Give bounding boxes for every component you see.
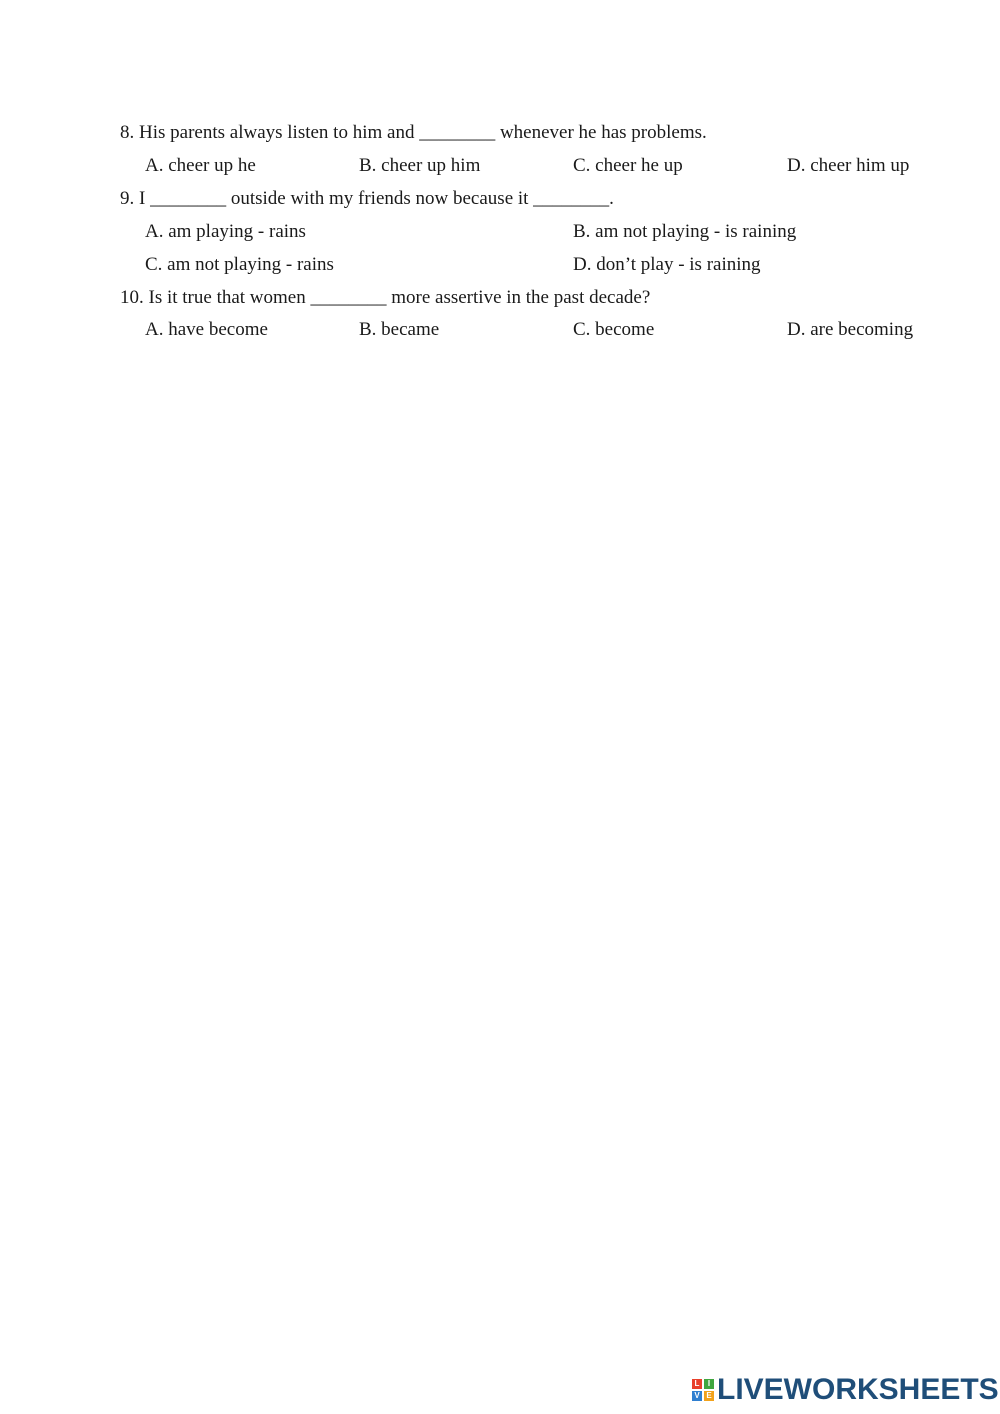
question-10-stem: 10. Is it true that women ________ more assertive in the past decade? [120, 287, 651, 308]
question-8-option-d: D. cheer him up [787, 155, 910, 176]
question-8-stem: 8. His parents always listen to him and ________ whenever he has problems. [120, 122, 707, 143]
question-10-option-d: D. are becoming [787, 319, 914, 340]
question-9-option-b: B. am not playing - is raining [573, 221, 797, 242]
question-10-option-b: B. became [359, 319, 440, 340]
question-9-option-c: C. am not playing - rains [145, 254, 334, 275]
logo-text: LIVEWORKSHEETS [717, 1373, 999, 1406]
logo-mark-square-l: L [692, 1379, 702, 1389]
question-8-option-b: B. cheer up him [359, 155, 481, 176]
question-9-stem: 9. I ________ outside with my friends now because it ________. [120, 188, 614, 209]
question-9-option-a: A. am playing - rains [145, 221, 306, 242]
question-10-option-c: C. become [573, 319, 655, 340]
logo-mark-square-v: V [692, 1391, 702, 1401]
question-10-option-a: A. have become [145, 319, 268, 340]
liveworksheets-logo [692, 1374, 999, 1406]
question-9-option-d: D. don’t play - is raining [573, 254, 761, 275]
logo-mark-square-e: E [704, 1391, 714, 1401]
question-8-option-a: A. cheer up he [145, 155, 256, 176]
logo-mark-square-i: I [704, 1379, 714, 1389]
question-8-option-c: C. cheer he up [573, 155, 683, 176]
logo-mark-icon [692, 1379, 714, 1401]
